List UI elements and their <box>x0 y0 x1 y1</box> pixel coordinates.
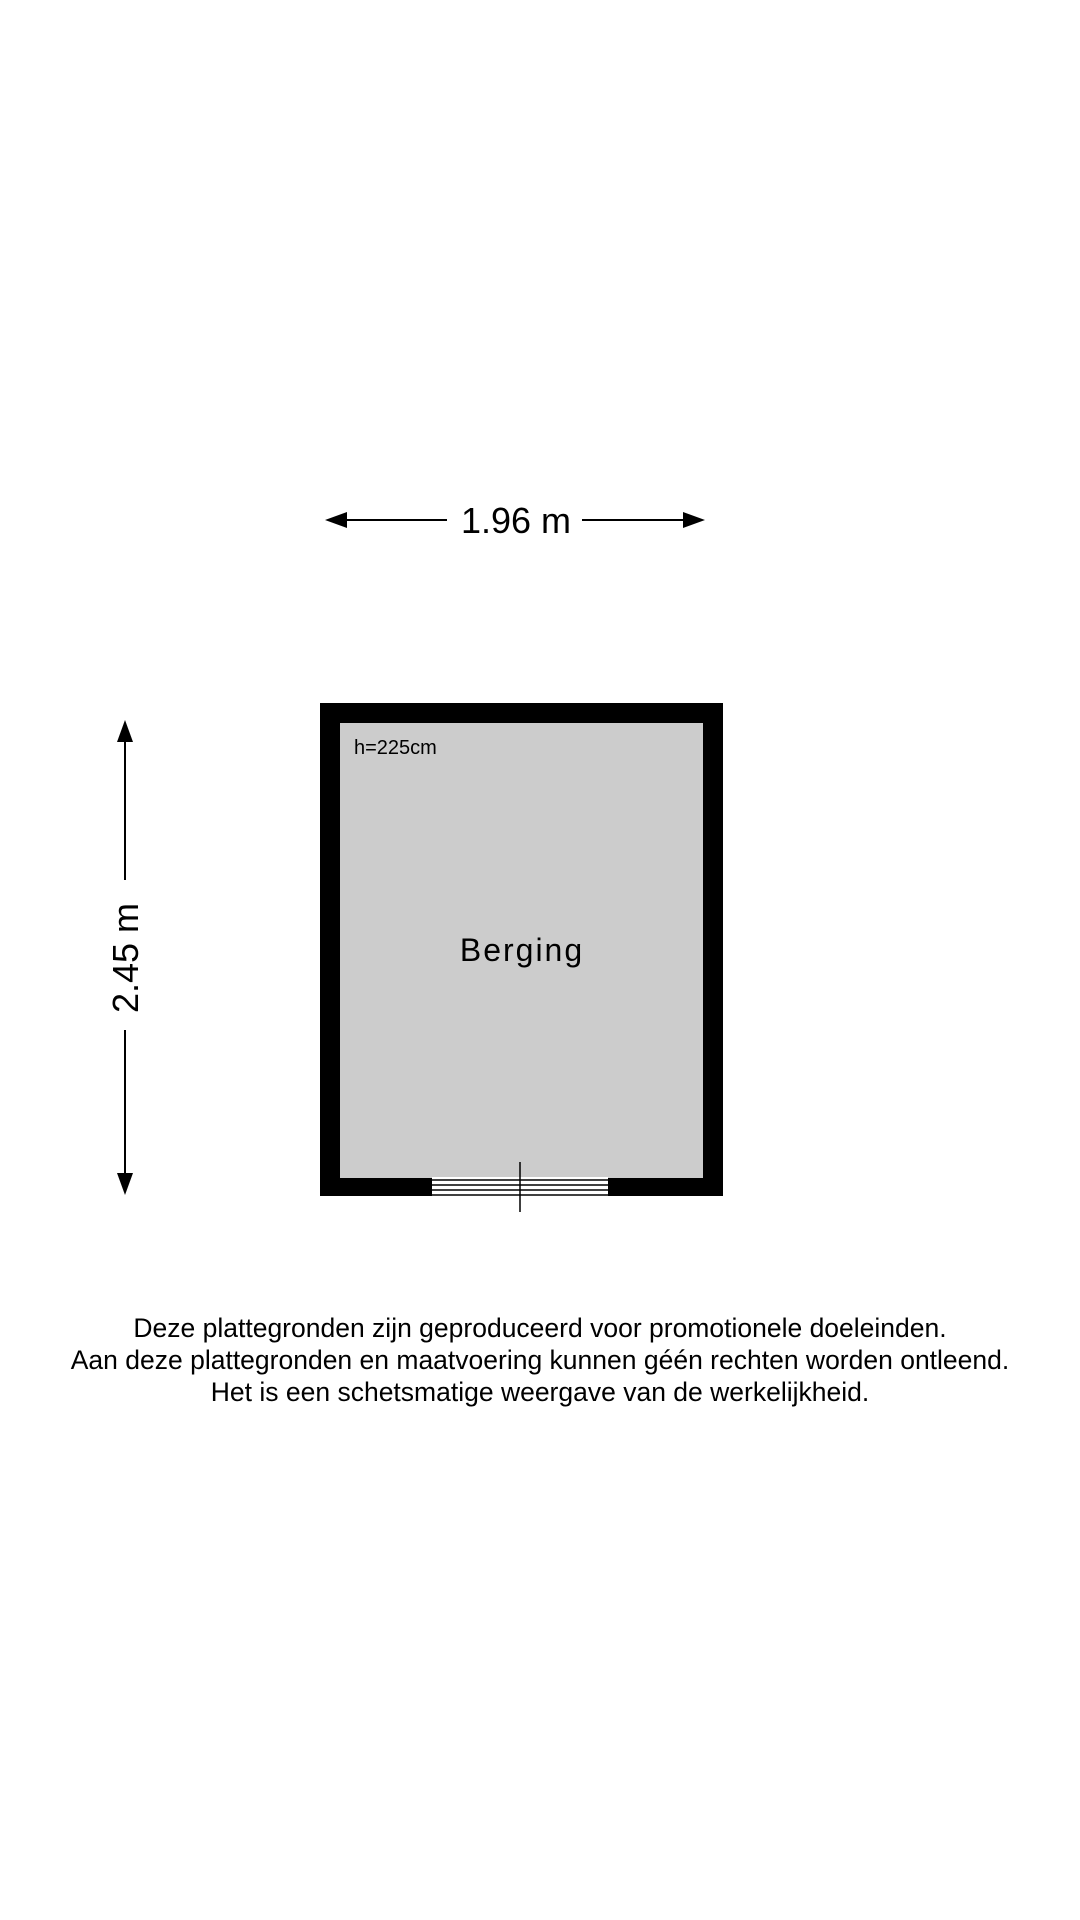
height-arrow-bottom-icon <box>117 1173 133 1195</box>
width-dimension-label: 1.96 m <box>460 500 572 541</box>
width-arrow-right-icon <box>683 512 705 528</box>
ceiling-height-label: h=225cm <box>354 737 437 759</box>
width-arrow-left-icon <box>325 512 347 528</box>
disclaimer-line-2: Aan deze plattegronden en maatvoering kunnen géén rechten worden ontleend. <box>70 1345 1010 1375</box>
width-dimension <box>325 500 705 541</box>
room-berging <box>320 703 723 1212</box>
height-arrow-top-icon <box>117 720 133 742</box>
disclaimer-line-3: Het is een schetsmatige weergave van de werkelijkheid. <box>210 1377 870 1407</box>
disclaimer-line-1: Deze plattegronden zijn geproduceerd voor promotionele doeleinden. <box>133 1313 947 1343</box>
height-dimension <box>105 720 146 1195</box>
height-dimension-label: 2.45 m <box>105 902 146 1014</box>
room-name-label: Berging <box>459 932 585 968</box>
disclaimer <box>0 1312 1080 1408</box>
